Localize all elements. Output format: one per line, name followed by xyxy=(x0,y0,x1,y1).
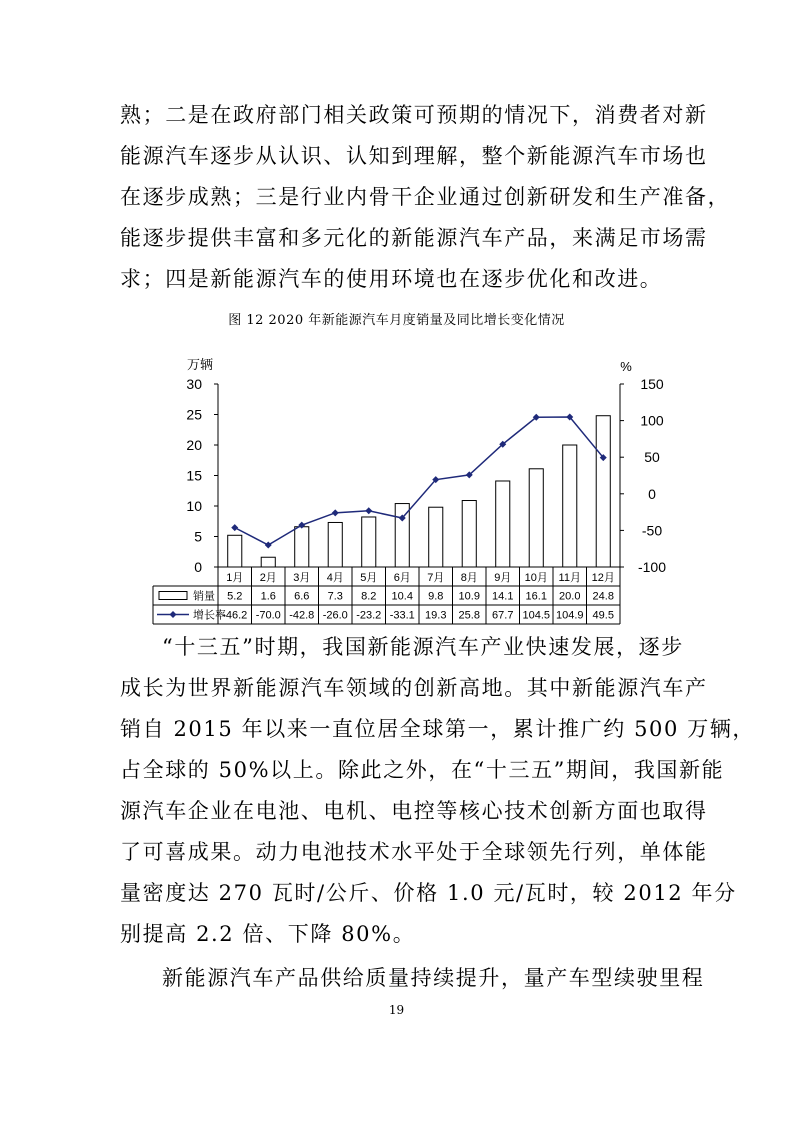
x-tick-label: 6月 xyxy=(393,572,411,584)
growth-rate-point xyxy=(332,509,339,516)
sales-bar xyxy=(362,517,376,567)
paragraph-top xyxy=(120,95,731,300)
y2-tick-label: 150 xyxy=(640,376,664,392)
sales-bar xyxy=(228,535,242,567)
text-line: 能源汽车逐步从认识、认知到理解，整个新能源汽车市场也 xyxy=(120,144,708,168)
sales-bar xyxy=(261,557,275,567)
table-cell-value: -26.0 xyxy=(322,609,348,622)
legend-line-marker xyxy=(170,611,177,618)
table-cell-value: 7.3 xyxy=(327,590,343,603)
y-axis-title: 万辆 xyxy=(186,357,213,372)
table-row-label: 增长率 xyxy=(193,609,226,622)
y2-axis-title: % xyxy=(620,359,632,374)
table-cell-value: 20.0 xyxy=(559,590,581,603)
y2-tick-label: -100 xyxy=(637,559,667,575)
table-cell-value: 6.6 xyxy=(294,590,310,603)
text-line: 成长为世界新能源汽车领域的创新高地。其中新能源汽车产 xyxy=(120,676,708,700)
y-tick-label: 5 xyxy=(194,528,202,545)
table-cell-value: -23.2 xyxy=(356,609,382,622)
text-line: 新能源汽车产品供给质量持续提升，量产车型续驶里程 xyxy=(162,966,705,990)
table-cell-value: 19.3 xyxy=(425,609,447,622)
table-cell-value: 8.2 xyxy=(361,590,377,603)
x-tick-label: 3月 xyxy=(293,572,311,584)
growth-rate-line xyxy=(235,417,604,545)
sales-bar xyxy=(496,481,510,567)
table-cell-value: 67.7 xyxy=(492,609,514,622)
table-cell-value: 10.9 xyxy=(458,590,480,603)
table-cell-value: 14.1 xyxy=(492,590,514,603)
text-line: 求；四是新能源汽车的使用环境也在逐步优化和改进。 xyxy=(120,267,663,291)
text-line: 别提高 2.2 倍、下降 80%。 xyxy=(120,922,416,946)
y2-tick-label: -50 xyxy=(641,522,663,539)
table-cell-value: 9.8 xyxy=(428,590,444,603)
text-line: 能逐步提供丰富和多元化的新能源汽车产品，来满足市场需 xyxy=(120,226,708,250)
sales-bar xyxy=(295,527,309,567)
x-tick-label: 7月 xyxy=(427,572,445,584)
sales-bar xyxy=(462,501,476,567)
x-tick-label: 10月 xyxy=(524,572,548,584)
table-cell-value: 49.5 xyxy=(592,609,614,622)
sales-bar xyxy=(429,507,443,567)
text-line: 占全球的 50%以上。除此之外，在“十三五”期间，我国新能 xyxy=(120,758,725,782)
x-tick-label: 9月 xyxy=(494,572,512,584)
x-tick-label: 11月 xyxy=(558,572,581,584)
table-cell-value: 10.4 xyxy=(391,590,413,603)
y2-tick-label: 100 xyxy=(640,412,664,429)
y2-tick-label: 0 xyxy=(648,485,656,502)
y-tick-label: 15 xyxy=(186,467,202,484)
sales-bar xyxy=(328,522,342,567)
table-cell-value: 5.2 xyxy=(227,590,243,603)
text-line: 熟；二是在政府部门相关政策可预期的情况下，消费者对新 xyxy=(120,103,708,127)
table-cell-value: -42.8 xyxy=(289,609,315,622)
page-number: 19 xyxy=(388,1003,405,1017)
x-tick-label: 8月 xyxy=(460,572,478,584)
y-tick-label: 20 xyxy=(186,437,202,453)
text-line: 量密度达 270 瓦时/公斤、价格 1.0 元/瓦时，较 2012 年分 xyxy=(120,881,737,905)
table-cell-value: 1.6 xyxy=(260,590,276,603)
text-line: 源汽车企业在电池、电机、电控等核心技术创新方面也取得 xyxy=(120,799,708,823)
y-tick-label: 10 xyxy=(186,498,202,514)
growth-rate-point xyxy=(231,524,238,531)
table-cell-value: 25.8 xyxy=(458,609,480,622)
table-cell-value: 104.5 xyxy=(522,609,551,622)
x-tick-label: 4月 xyxy=(326,572,344,584)
x-tick-label: 1月 xyxy=(226,572,244,584)
y-tick-label: 25 xyxy=(186,406,202,423)
growth-rate-point xyxy=(365,507,372,514)
sales-bar xyxy=(563,445,577,567)
table-cell-value: -70.0 xyxy=(255,609,281,622)
text-line: 在逐步成熟；三是行业内骨干企业通过创新研发和生产准备， xyxy=(120,185,731,209)
table-row-label: 销量 xyxy=(193,590,215,603)
figure-caption: 图 12 2020 年新能源汽车月度销量及同比增长变化情况 xyxy=(228,313,565,328)
paragraph-bottom xyxy=(120,958,705,999)
growth-rate-point xyxy=(265,542,272,549)
y-tick-label: 0 xyxy=(194,559,202,575)
table-cell-value: 24.8 xyxy=(592,590,614,603)
x-tick-label: 12月 xyxy=(591,572,615,584)
table-cell-value: 104.9 xyxy=(555,609,584,622)
text-line: 销自 2015 年以来一直位居全球第一，累计推广约 500 万辆， xyxy=(120,717,756,741)
x-tick-label: 5月 xyxy=(360,572,378,584)
table-cell-value: -33.1 xyxy=(389,609,415,622)
text-line: “十三五”时期，我国新能源汽车产业快速发展，逐步 xyxy=(162,635,684,659)
y-tick-label: 30 xyxy=(186,376,202,392)
text-line: 了可喜成果。动力电池技术水平处于全球领先行列，单体能 xyxy=(120,840,708,864)
legend-bar-swatch xyxy=(159,592,187,600)
paragraph-mid xyxy=(120,627,756,955)
sales-bar xyxy=(529,469,543,567)
table-cell-value: 16.1 xyxy=(525,590,547,603)
table-cell-value: -46.2 xyxy=(222,609,248,622)
combo-chart xyxy=(145,350,667,628)
y2-tick-label: 50 xyxy=(644,449,660,466)
x-tick-label: 2月 xyxy=(259,572,277,584)
sales-bar xyxy=(596,416,610,567)
